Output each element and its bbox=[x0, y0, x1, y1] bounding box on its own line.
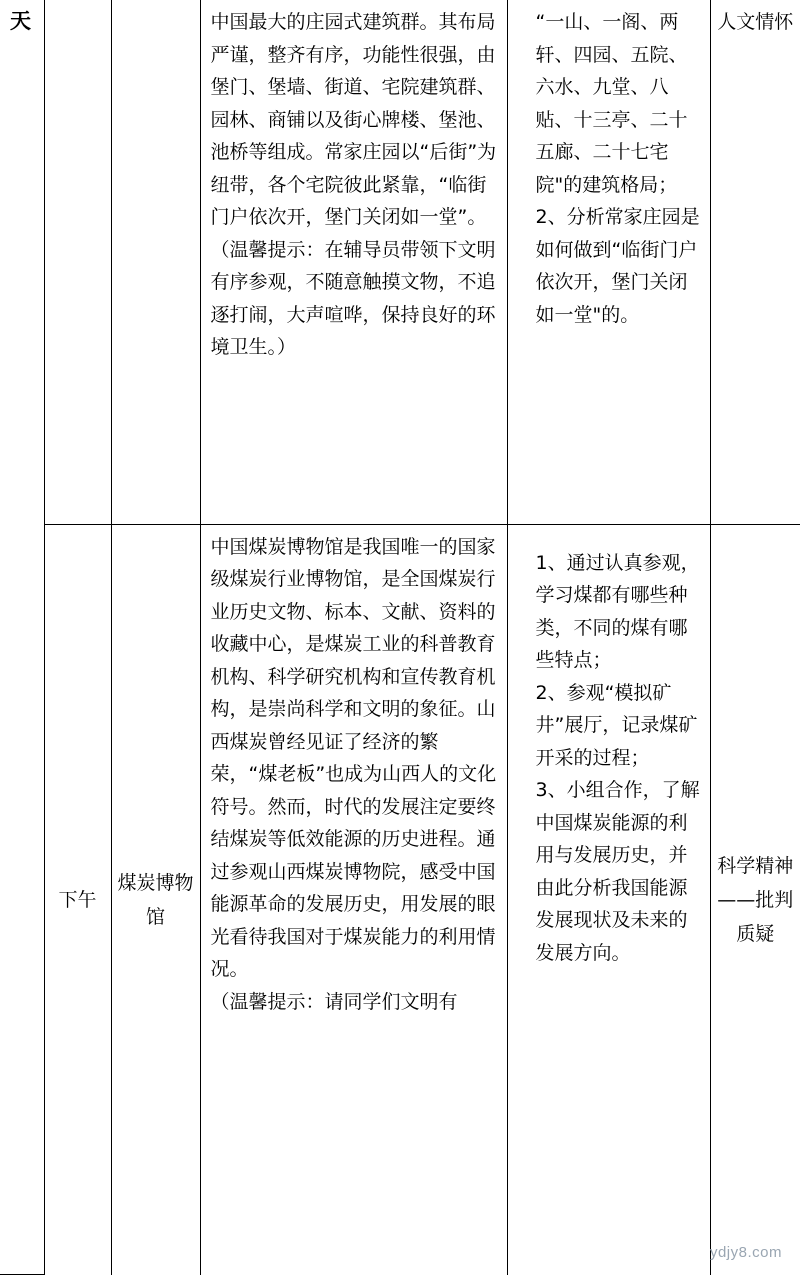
theme-cell-afternoon bbox=[710, 524, 800, 1275]
goal-item: “一山、一阁、两轩、四园、五院、六水、九堂、八贴、十三亭、二十五廊、二十七宅院"的建筑格局； bbox=[535, 11, 688, 196]
theme-text: 科学精神——批判质疑 bbox=[717, 854, 794, 945]
description-cell-afternoon bbox=[200, 524, 507, 1275]
goals-cell-afternoon bbox=[507, 524, 710, 1275]
goals-cell-morning bbox=[507, 0, 710, 524]
day-label-cell bbox=[0, 0, 44, 1275]
table-row-afternoon bbox=[0, 524, 800, 1275]
description-paragraph: 中国最大的庄园式建筑群。其布局严谨，整齐有序，功能性很强，由堡门、堡墙、街道、宅院建筑群、园林、商铺以及街心牌楼、堡池、池桥等组成。常家庄园以“后街”为纽带，各个宅院彼此紧靠，“临街门户依次开，堡门关闭如一堂”。 bbox=[210, 11, 497, 228]
goal-item: 2、参观“模拟矿井”展厅，记录煤矿开采的过程； bbox=[535, 681, 698, 769]
table-row-morning bbox=[0, 0, 800, 524]
venue-cell-afternoon bbox=[111, 524, 200, 1275]
description-cell-morning bbox=[200, 0, 507, 524]
theme-text: 人文情怀 bbox=[717, 11, 794, 33]
theme-cell-morning bbox=[710, 0, 800, 524]
warm-tip-paragraph: （温馨提示：在辅导员带领下文明有序参观，不随意触摸文物，不追逐打闹，大声喧哗，保持良好的环境卫生。） bbox=[210, 238, 496, 358]
period-text: 下午 bbox=[58, 888, 97, 911]
venue-cell-morning bbox=[111, 0, 200, 524]
description-paragraph: 中国煤炭博物馆是我国唯一的国家级煤炭行业博物馆，是全国煤炭行业历史文物、标本、文献、资料的收藏中心，是煤炭工业的科普教育机构、科学研究机构和宣传教育机构，是崇尚科学和文明的象征。山西煤炭曾经见证了经济的繁荣，“煤老板”也成为山西人的文化符号。然而，时代的发展注定要终结煤炭等低效能源的历史进程。通过参观山西煤炭博物院，感受中国能源革命的发展历史，用发展的眼光看待我国对于煤炭能力的利用情况。 bbox=[210, 535, 497, 980]
warm-tip-paragraph: （温馨提示：请同学们文明有 bbox=[210, 990, 458, 1013]
period-cell-afternoon bbox=[44, 524, 111, 1275]
venue-text: 煤炭博物馆 bbox=[117, 871, 194, 928]
goal-item: 2、分析常家庄园是如何做到“临街门户依次开，堡门关闭如一堂"的。 bbox=[535, 206, 700, 326]
day-label: 天 bbox=[10, 9, 31, 33]
goal-item: 1、通过认真参观，学习煤都有哪些种类，不同的煤有哪些特点； bbox=[535, 551, 700, 671]
period-cell-morning bbox=[44, 0, 111, 524]
goal-item: 3、小组合作，了解中国煤炭能源的利用与发展历史，并由此分析我国能源发展现状及未来的发展方向。 bbox=[535, 779, 700, 964]
site-watermark: ydjy8.com bbox=[709, 1244, 782, 1261]
